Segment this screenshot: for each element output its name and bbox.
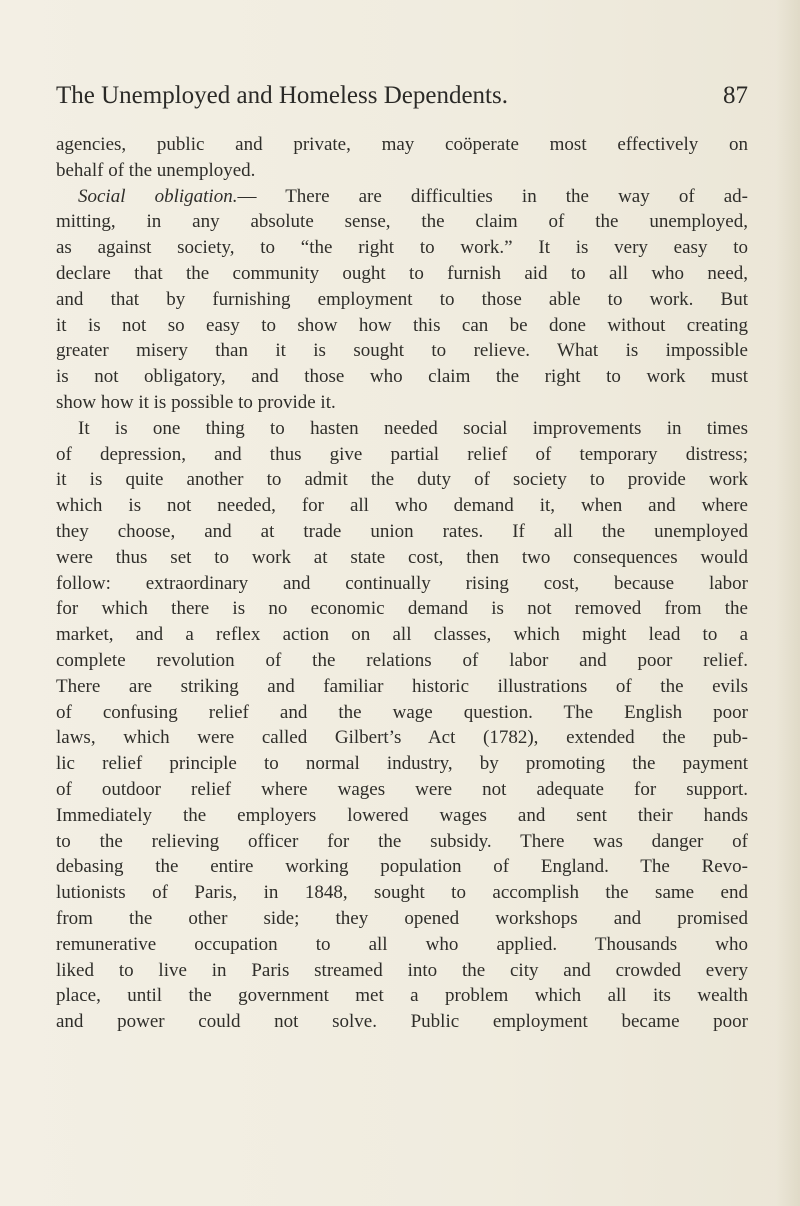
text-line: remunerative occupation to all who applied. Thousands who [56,933,748,955]
text-line: Immediately the employers lowered wages and sent their hands [56,804,748,826]
text-line: of depression, and thus give partial relief of temporary distress; [56,443,748,465]
text-line: it is quite another to admit the duty of society to provide work [56,469,748,491]
text-line [56,184,748,210]
text-line: show how it is possible to provide it. [56,391,336,413]
text-line: liked to live in Paris streamed into the city and crowded every [56,959,748,981]
text-line: market, and a reflex action on all classes, which might lead to a [56,624,748,646]
text-line: of outdoor relief where wages were not adequate for support. [56,778,748,800]
text-line: lic relief principle to normal industry, by promoting the payment [56,753,748,775]
text-line: and that by furnishing employment to those able to work. But [56,288,748,310]
text-line: is not obligatory, and those who claim the right to work must [56,366,748,388]
text-line: of confusing relief and the wage question. The English poor [56,701,748,723]
page-edge-shadow [776,0,800,1206]
text-line: as against society, to “the right to work.” It is very easy to [56,237,748,259]
text-line: to the relieving officer for the subsidy. There was danger of [56,830,748,852]
body-text [56,132,748,1035]
text-line: laws, which were called Gilbert’s Act (1782), extended the pub- [56,727,748,749]
text-fragment: — There are difficulties in the way of ad- [237,185,748,207]
text-line: place, until the government met a problem which all its wealth [56,985,748,1007]
page-header [56,82,748,122]
text-line: were thus set to work at state cost, then two consequences would [56,546,748,568]
text-line: follow: extraordinary and continually rising cost, because labor [56,572,748,594]
text-line: agencies, public and private, may coöperate most effectively on [56,134,748,155]
text-line: it is not so easy to show how this can be done without creating [56,314,748,336]
text-line: behalf of the unemployed. [56,159,256,181]
text-line: greater misery than it is sought to relieve. What is impossible [56,340,748,362]
text-line: declare that the community ought to furnish aid to all who need, [56,262,748,284]
text-line: debasing the entire working population of England. The Revo- [56,856,748,878]
text-line: complete revolution of the relations of labor and poor relief. [56,649,748,671]
page-number: 87 [723,82,748,109]
text-line: from the other side; they opened workshops and promised [56,907,748,929]
text-line: for which there is no economic demand is not removed from the [56,598,748,620]
text-line: mitting, in any absolute sense, the claim of the unemployed, [56,211,748,233]
text-line: lutionists of Paris, in 1848, sought to accomplish the same end [56,882,748,904]
text-line: There are striking and familiar historic illustrations of the evils [56,675,748,697]
side-heading: Social obligation. [78,185,238,207]
text-line: they choose, and at trade union rates. If all the unemployed [56,520,748,542]
text-line: It is one thing to hasten needed social improvements in times [78,417,748,439]
running-title: The Unemployed and Homeless Dependents. [56,82,508,109]
text-line: which is not needed, for all who demand it, when and where [56,495,748,517]
text-line: and power could not solve. Public employment became poor [56,1011,748,1033]
